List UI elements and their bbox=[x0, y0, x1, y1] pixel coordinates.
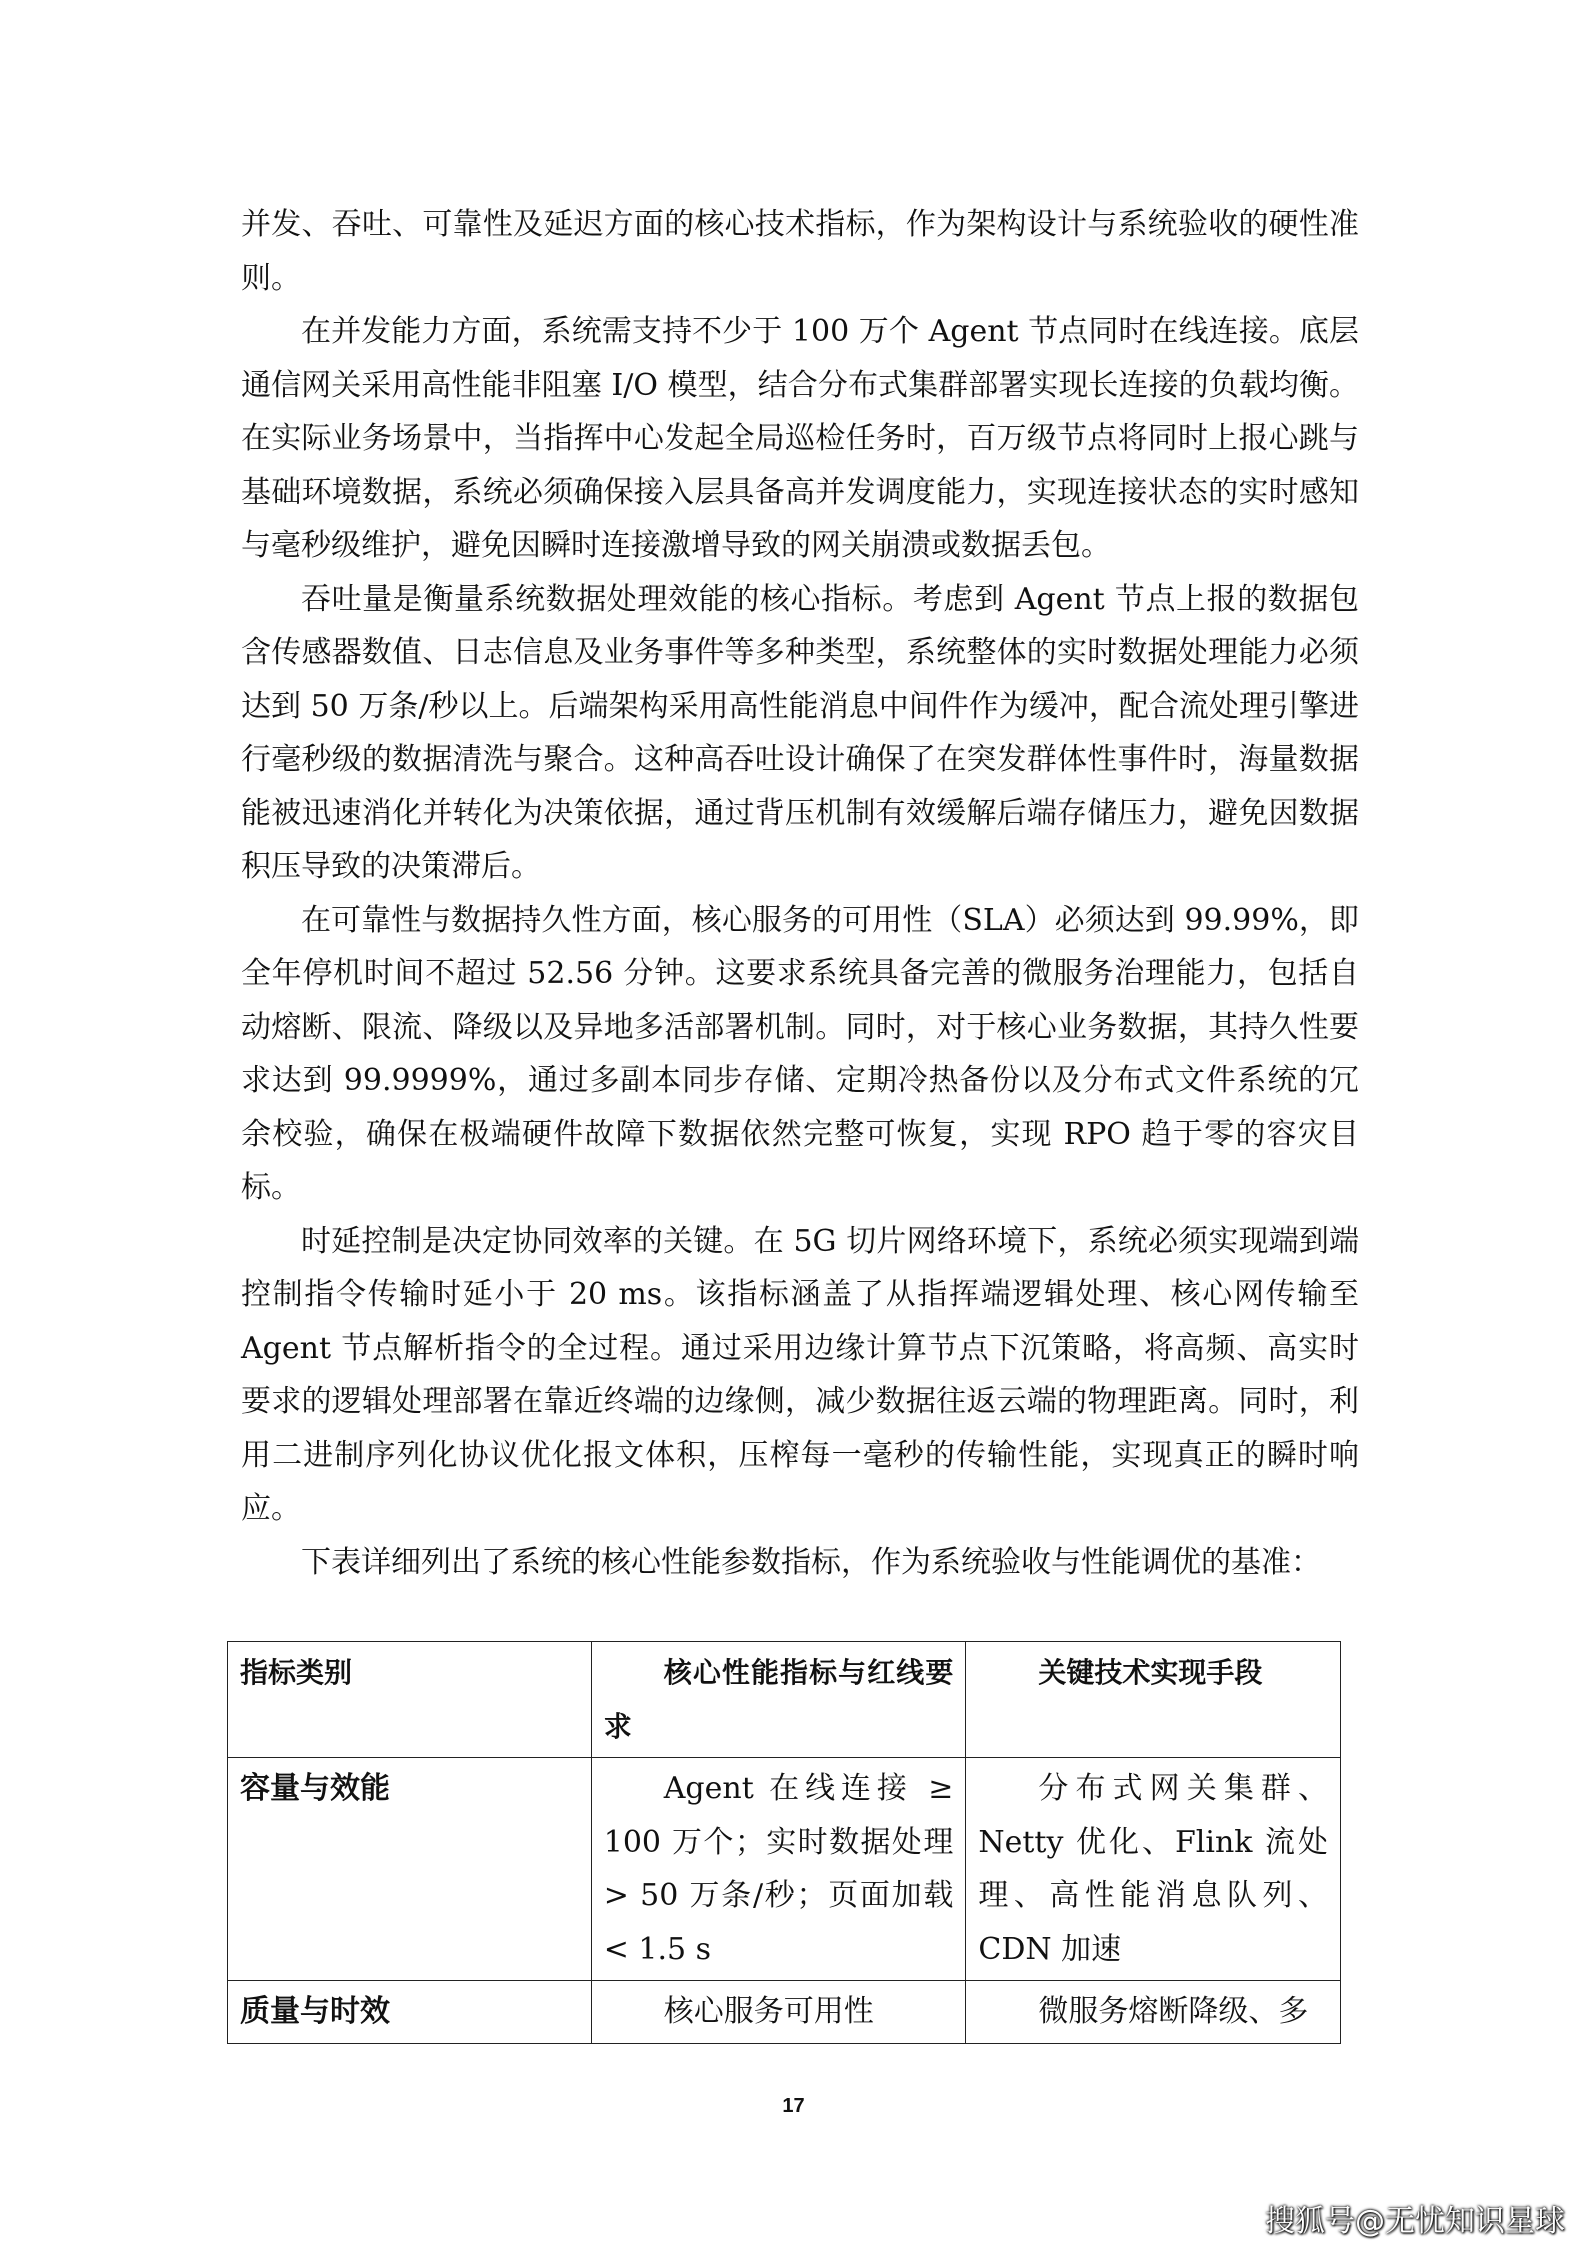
table-row bbox=[228, 1981, 1341, 2044]
table-header-cell: 核心性能指标与红线要求 bbox=[591, 1642, 966, 1758]
table-row bbox=[228, 1758, 1341, 1981]
table-cell-category: 容量与效能 bbox=[228, 1758, 592, 1981]
paragraph-intro: 并发、吞吐、可靠性及延迟方面的核心技术指标，作为架构设计与系统验收的硬性准则。 bbox=[241, 207, 1359, 296]
table-cell-requirement: Agent 在线连接 ≥ 100 万个；实时数据处理 > 50 万条/秒；页面加载 < 1.5 s bbox=[591, 1758, 966, 1981]
table-cell-technique: 微服务熔断降级、多 bbox=[966, 1981, 1341, 2044]
table-header-row bbox=[228, 1642, 1341, 1758]
table-header-cell: 指标类别 bbox=[228, 1642, 592, 1758]
performance-metrics-table bbox=[227, 1641, 1341, 2044]
paragraph-reliability: 在可靠性与数据持久性方面，核心服务的可用性（SLA）必须达到 99.99%，即全年停机时间不超过 52.56 分钟。这要求系统具备完善的微服务治理能力，包括自动熔断、限流、降级以及异地多活部署机制。同时，对于核心业务数据，其持久性要求达到 99.9999%，通过多副本同步存储、定期冷热备份以及分布式文件系统的冗余校验，确保在极端硬件故障下数据依然完整可恢复，实现 RPO 趋于零的容灾目标。 bbox=[241, 902, 1359, 1205]
paragraph-latency: 时延控制是决定协同效率的关键。在 5G 切片网络环境下，系统必须实现端到端控制指令传输时延小于 20 ms。该指标涵盖了从指挥端逻辑处理、核心网传输至 Agent 节点解析指令的全过程。通过采用边缘计算节点下沉策略，将高频、高实时要求的逻辑处理部署在靠近终端的边缘侧，减少数据往返云端的物理距离。同时，利用二进制序列化协议优化报文体积，压榨每一毫秒的传输性能，实现真正的瞬时响应。 bbox=[241, 1223, 1359, 1526]
table-cell-technique: 分布式网关集群、Netty 优化、Flink 流处理、高性能消息队列、CDN 加速 bbox=[966, 1758, 1341, 1981]
table-header-cell: 关键技术实现手段 bbox=[966, 1642, 1341, 1758]
paragraph-throughput: 吞吐量是衡量系统数据处理效能的核心指标。考虑到 Agent 节点上报的数据包含传感器数值、日志信息及业务事件等多种类型，系统整体的实时数据处理能力必须达到 50 万条/秒以上。后端架构采用高性能消息中间件作为缓冲，配合流处理引擎进行毫秒级的数据清洗与聚合。这种高吞吐设计确保了在突发群体性事件时，海量数据能被迅速消化并转化为决策依据，通过背压机制有效缓解后端存储压力，避免因数据积压导致的决策滞后。 bbox=[241, 581, 1359, 884]
page-number: 17 bbox=[782, 2095, 805, 2117]
paragraph-table-intro: 下表详细列出了系统的核心性能参数指标，作为系统验收与性能调优的基准： bbox=[301, 1544, 1321, 1580]
document-body bbox=[241, 198, 1359, 1589]
watermark: 搜狐号@无忧知识星球 bbox=[1265, 2204, 1565, 2239]
table-cell-category: 质量与时效 bbox=[228, 1981, 592, 2044]
table-cell-requirement: 核心服务可用性 bbox=[591, 1981, 966, 2044]
paragraph-concurrency: 在并发能力方面，系统需支持不少于 100 万个 Agent 节点同时在线连接。底层通信网关采用高性能非阻塞 I/O 模型，结合分布式集群部署实现长连接的负载均衡。在实际业务场景中，当指挥中心发起全局巡检任务时，百万级节点将同时上报心跳与基础环境数据，系统必须确保接入层具备高并发调度能力，实现连接状态的实时感知与毫秒级维护，避免因瞬时连接激增导致的网关崩溃或数据丢包。 bbox=[241, 314, 1359, 563]
